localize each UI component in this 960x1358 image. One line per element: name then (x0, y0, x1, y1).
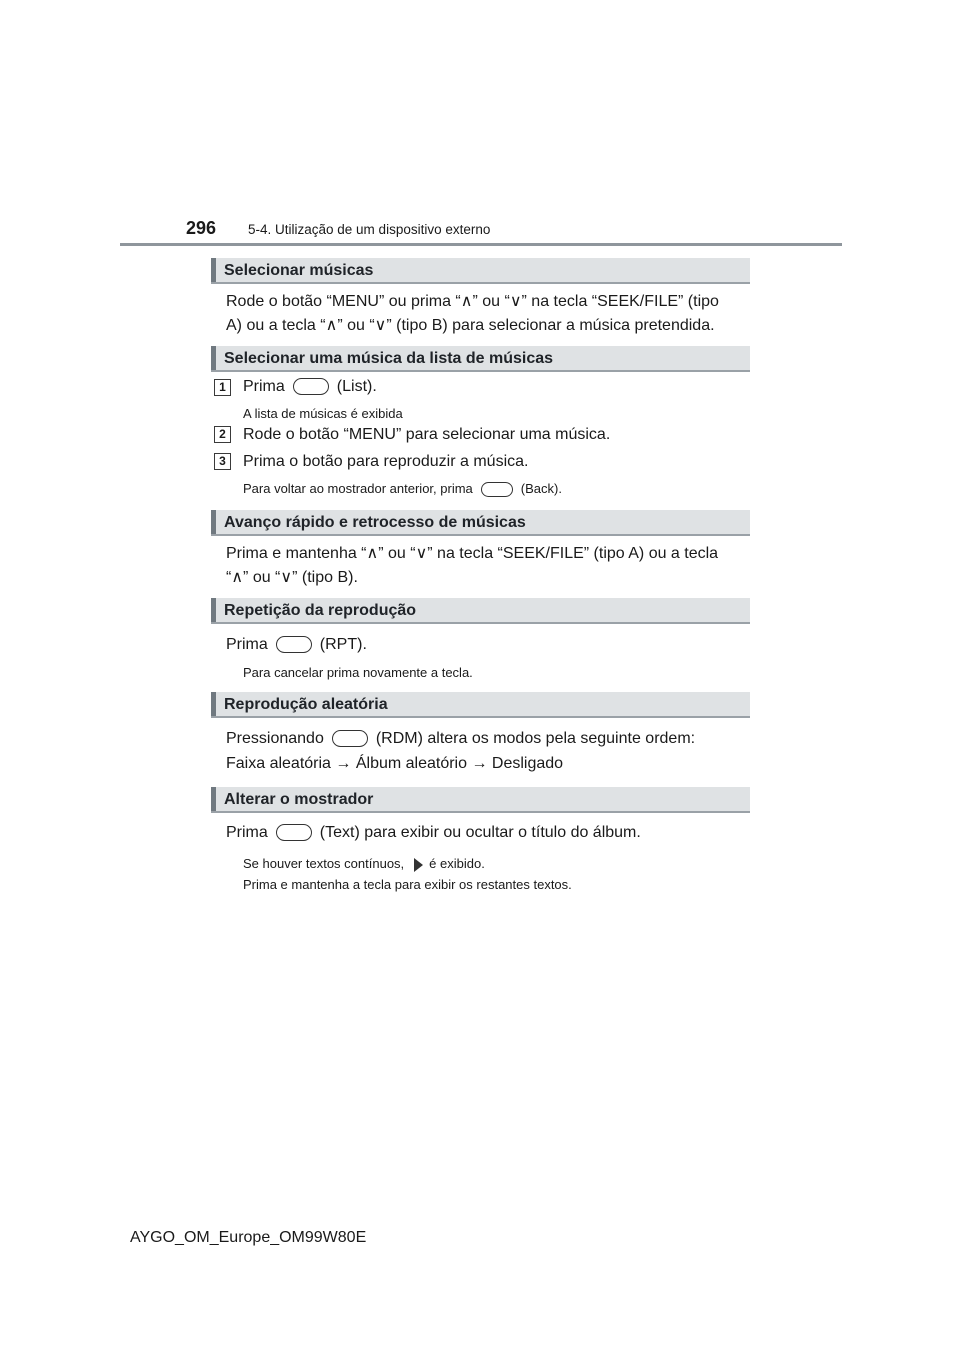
random-pre: Pressionando (226, 730, 324, 747)
select-text-line-1: Rode o botão “MENU” ou prima “∧” ou “∨” na tecla “SEEK/FILE” (tipo (226, 293, 719, 310)
repeat-text (226, 632, 367, 658)
section-header-select (211, 258, 750, 284)
page-number: 296 (186, 218, 217, 238)
section-marker (211, 787, 216, 811)
step-badge-2: 2 (214, 426, 231, 443)
section-marker (211, 258, 216, 282)
repeat-pre: Prima (226, 636, 268, 653)
section-header-fast-forward (211, 510, 750, 536)
section-marker (211, 598, 216, 622)
step-3-text: Prima o botão para reproduzir a música. (243, 453, 529, 470)
display-note-pre: Se houver textos contínuos, (243, 856, 405, 871)
step-badge-1: 1 (214, 379, 231, 396)
repeat-note: Para cancelar prima novamente a tecla. (243, 665, 473, 680)
section-title: Avanço rápido e retrocesso de músicas (224, 514, 526, 531)
section-title: Selecionar músicas (224, 262, 374, 279)
section-header-list (211, 346, 750, 372)
section-title: Repetição da reprodução (224, 602, 417, 619)
section-header-display (211, 787, 750, 813)
header-divider (120, 243, 842, 246)
step-3-note (243, 478, 562, 499)
step-3-note-pre: Para voltar ao mostrador anterior, prima (243, 481, 473, 496)
random-text (226, 726, 695, 752)
section-title: Reprodução aleatória (224, 696, 388, 713)
ffrw-text-line-2: “∧” ou “∨” (tipo B). (226, 569, 358, 586)
section-marker (211, 692, 216, 716)
section-marker (211, 346, 216, 370)
step-1-text (243, 378, 377, 396)
section-header-repeat (211, 598, 750, 624)
section-title: Alterar o mostrador (224, 791, 374, 808)
step-1-pre: Prima (243, 378, 285, 395)
display-note-post: é exibido. (429, 856, 485, 871)
rdm-button-icon (332, 730, 368, 747)
arrow-right-icon (414, 858, 423, 872)
step-3-note-post: (Back). (520, 481, 562, 496)
display-note-1 (243, 853, 485, 874)
section-title: Selecionar uma música da lista de músicas (224, 350, 554, 367)
document-id: AYGO_OM_Europe_OM99W80E (130, 1229, 367, 1246)
chapter-title: 5-4. Utilização de um dispositivo externo (248, 222, 491, 237)
random-post: (RDM) altera os modos pela seguinte ordem: (375, 730, 696, 747)
random-order: Faixa aleatória → Álbum aleatório → Desligado (226, 755, 564, 772)
text-button-icon (276, 824, 312, 841)
list-button-icon (293, 378, 329, 395)
rpt-button-icon (276, 636, 312, 653)
back-button-icon (481, 482, 513, 497)
step-2-text: Rode o botão “MENU” para selecionar uma música. (243, 426, 611, 443)
step-badge-3: 3 (214, 453, 231, 470)
repeat-post: (RPT). (319, 636, 367, 653)
select-text-line-2: A) ou a tecla “∧” ou “∨” (tipo B) para selecionar a música pretendida. (226, 317, 715, 334)
display-note-2: Prima e mantenha a tecla para exibir os restantes textos. (243, 877, 572, 892)
section-header-random (211, 692, 750, 718)
display-text (226, 820, 641, 846)
step-1-note: A lista de músicas é exibida (243, 406, 403, 421)
ffrw-text-line-1: Prima e mantenha “∧” ou “∨” na tecla “SEEK/FILE” (tipo A) ou a tecla (226, 545, 719, 562)
display-pre: Prima (226, 824, 268, 841)
step-1-post: (List). (336, 378, 377, 395)
section-marker (211, 510, 216, 534)
display-post: (Text) para exibir ou ocultar o título do álbum. (319, 824, 641, 841)
